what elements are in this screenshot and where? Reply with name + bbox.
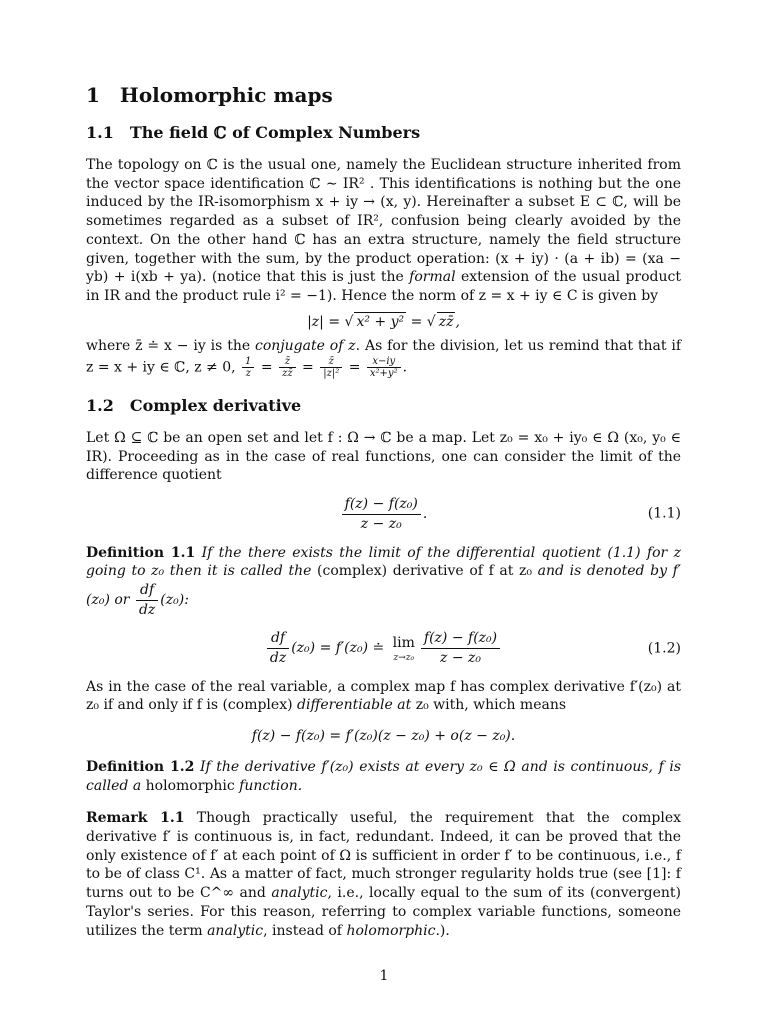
def12-text-b: holomorphic — [145, 777, 235, 794]
frac-4-den: x²+y² — [369, 368, 398, 380]
para1-formal: formal — [409, 269, 456, 286]
def12-text-c: function. — [239, 777, 303, 794]
definition-1-2 — [86, 758, 681, 795]
eq12-dfrac-den: dz — [269, 650, 287, 667]
eq12-frac — [421, 629, 500, 667]
remark-text-a: Though practically useful, the requirement that the complex derivative f′ is continuous is, in fact, redundant. Indeed, it can be proved that the only existence of f′ at each point of Ω is sufficient in order f′ to be continuous, i.e., f to be of class C¹. As a matter of fact, much stronger regularity holds true (see [1]: f turns out to be C^∞ and — [86, 810, 681, 902]
frac-1 — [242, 356, 254, 379]
section-title: Holomorphic maps — [119, 83, 333, 107]
def12-label: Definition 1.2 — [86, 758, 195, 775]
subsection-heading-1 — [86, 122, 681, 144]
frac-4-num: x−iy — [367, 356, 401, 368]
eq12-num: f(z) − f(z₀) — [421, 629, 500, 649]
eq11-frac — [342, 495, 421, 533]
frac-1-num: 1 — [242, 356, 254, 368]
eq12-dfrac — [267, 629, 289, 667]
eq12-limit — [393, 634, 415, 663]
def11-end: (z₀): — [160, 592, 189, 609]
def11-text-c: and is denoted by f′(z₀) or — [86, 563, 681, 609]
para2-eq3: = — [344, 359, 365, 376]
norm-lhs: |z| = — [307, 313, 345, 330]
remark-holomorphic: holomorphic — [346, 922, 436, 939]
para1-text-b: extension of the usual product in IR and the product rule i² = −1). Hence the norm of z = x + iy ∈ C is given by — [86, 269, 681, 304]
def11-frac — [136, 581, 158, 619]
para4-text-a: As in the case of the real variable, a complex map f has complex derivative f′(z₀) at z₀ if and only if f is (complex) — [86, 678, 681, 714]
eq11-end: . — [422, 506, 428, 523]
paragraph-open-set: Let Ω ⊆ ℂ be an open set and let f : Ω → ℂ be a map. Let z₀ = x₀ + iy₀ ∈ Ω (x₀, y₀ ∈ IR). Proceeding as in the case of real functions, one can consider the limit of the difference quotient — [86, 430, 681, 484]
eq12-lim-sub: z→z₀ — [393, 652, 415, 663]
def12-text-a: If the derivative f′(z₀) exists at every z₀ ∈ Ω and is continuous, f is called a — [86, 758, 682, 794]
def11-frac-den: dz — [138, 601, 156, 618]
subsection-number-1: 1.1 — [86, 123, 114, 142]
paragraph-topology — [86, 156, 681, 306]
frac-3-num: z̄ — [320, 356, 342, 368]
para2-eq1: = — [256, 359, 278, 376]
para4-text-b: z₀ with, which means — [411, 697, 567, 714]
def11-label: Definition 1.1 — [86, 544, 196, 561]
para2-text-b: . As for the division, let us remind that that if z = x + iy ∈ ℂ, z ≠ 0, — [86, 338, 682, 376]
subsection-number-2: 1.2 — [86, 396, 114, 416]
remark-text-c: , instead of — [263, 922, 347, 939]
def11-text-a: If the there exists the limit of the differential quotient (1.1) for z going to z₀ then it is called the — [86, 544, 681, 580]
para1-text-a: The topology on ℂ is the usual one, namely the Euclidean structure inherited from the vector space identification ℂ ∼ IR² . This identifications is nothing but the one induced by the IR-isomorphism x + iy → (x, y). Hereinafter a subset E ⊂ ℂ, will be sometimes regarded as a subset of IR², confusion being clearly avoided by the context. On the other hand ℂ has an extra structure, namely the field structure given, together with the sum, by the product operation: (x + iy) · (a + ib) = (xa − yb) + i(xb + ya). (notice that this is just the — [86, 157, 681, 286]
equation-1-2 — [86, 629, 681, 667]
frac-4 — [367, 356, 401, 379]
frac-2-num: z̄ — [279, 356, 296, 368]
frac-2-den: zz̄ — [282, 368, 293, 380]
remark-text-d: .). — [435, 922, 450, 939]
section-number: 1 — [86, 83, 100, 107]
remark-label: Remark 1.1 — [86, 810, 185, 827]
equation-label-1-2: (1.2) — [647, 640, 681, 657]
remark-analytic-2: analytic — [207, 922, 264, 939]
norm-equation: |z| = √ x² + y² = √ zz̄ , — [307, 313, 460, 330]
eq12-den: z − z₀ — [440, 650, 482, 667]
eq11-den: z − z₀ — [360, 515, 402, 532]
eq11-num: f(z) − f(z₀) — [342, 495, 421, 515]
equation-differentiable: f(z) − f(z₀) = f′(z₀)(z − z₀) + o(z − z₀). — [251, 728, 516, 745]
para2-text-a: where z̄ ≐ x − iy is the — [86, 338, 256, 355]
subsection-heading-2 — [86, 395, 681, 417]
def11-text-b: (complex) derivative of f at z₀ — [317, 563, 533, 580]
frac-2 — [279, 356, 296, 379]
section-heading — [86, 82, 681, 108]
para4-diff: differentiable at — [297, 697, 412, 714]
norm-sqrt2: zz̄ — [438, 313, 454, 330]
equation-label-1-1: (1.1) — [647, 505, 681, 522]
def11-frac-num: df — [136, 581, 158, 601]
eq12-dfrac-num: df — [267, 629, 289, 649]
subsection-title-2: Complex derivative — [129, 396, 302, 416]
remark-analytic-1: analytic — [271, 885, 328, 902]
para2-conjugate: conjugate of z — [255, 338, 356, 355]
frac-3-den: |z|² — [323, 368, 340, 380]
frac-1-den: z — [245, 368, 251, 380]
frac-3 — [320, 356, 342, 379]
norm-end: , — [455, 313, 460, 330]
equation-1-1 — [86, 495, 681, 533]
paragraph-differentiable — [86, 678, 681, 715]
paragraph-conjugate — [86, 337, 681, 379]
norm-mid: = — [406, 313, 427, 330]
page-number: 1 — [379, 968, 389, 984]
eq12-mid: (z₀) = f′(z₀) ≐ — [291, 640, 389, 657]
subsection-title-1: The field ℂ of Complex Numbers — [129, 123, 421, 142]
remark-text-b: , i.e., locally equal to the sum of its (convergent) Taylor's series. For this reason, referring to complex variable functions, someone utilizes the term — [86, 885, 681, 939]
definition-1-1 — [86, 544, 681, 620]
para2-end: . — [402, 359, 408, 376]
document-page — [86, 82, 681, 940]
para2-eq2: = — [297, 359, 319, 376]
remark-1-1 — [86, 809, 681, 940]
eq12-lim-text: lim — [392, 635, 415, 652]
norm-sqrt1: x² + y² — [356, 313, 405, 330]
